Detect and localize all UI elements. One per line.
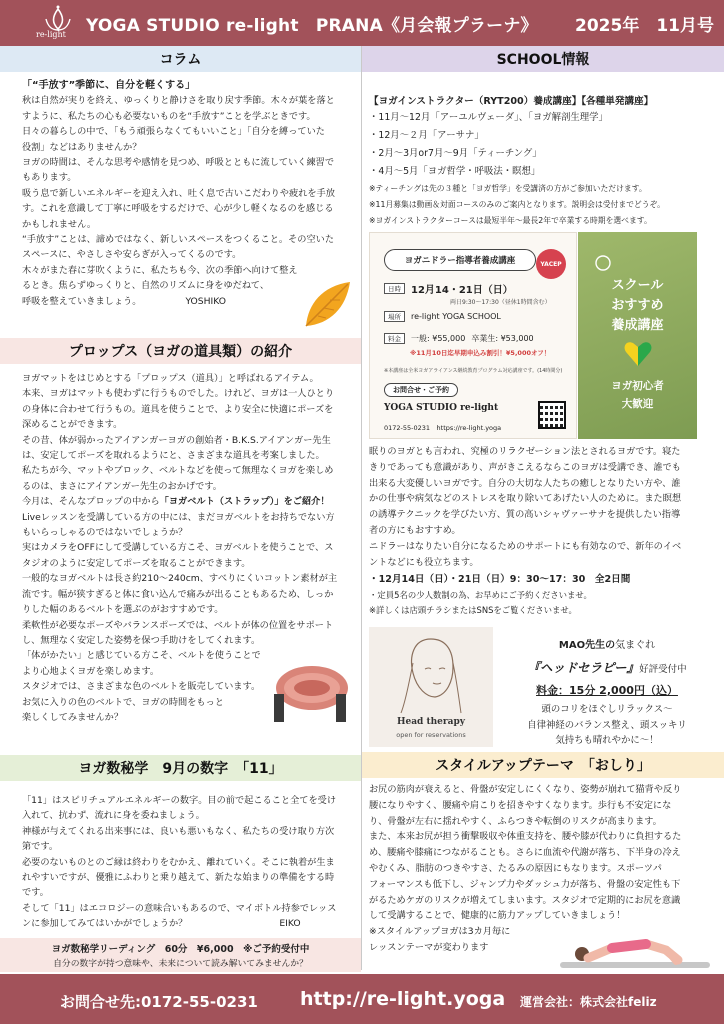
column-line-text: 呼吸を整えていきましょう。 xyxy=(22,295,142,307)
flyer-fee-label: 料金 xyxy=(384,333,405,344)
recommend-line-1: スクール xyxy=(611,278,664,293)
bridge-pose-icon xyxy=(560,918,710,970)
school-item: ・4月〜5月「ヨガ哲学・呼吸法・瞑想」 xyxy=(369,166,541,178)
flyer-place-row xyxy=(384,311,501,322)
column-heading: コラム xyxy=(0,46,361,72)
numerology-line: 必要のないものとのご縁は終わりをむかえ、離れていく。そこに執着が生ま xyxy=(22,856,335,868)
nidra-note: ※詳しくは店頭チラシまたはSNSをご覧くださいませ。 xyxy=(369,605,577,616)
nidra-line: の誘導テクニックを学びたい方、質の高いシャヴァーサナを提供したい指導 xyxy=(369,509,681,521)
props-line: 楽しくしてみませんか？ xyxy=(22,711,124,723)
head-therapy-lines xyxy=(496,702,718,749)
footer-company: 運営会社：株式会社feliz xyxy=(520,995,657,1009)
props-line: 実はカメラをOFFにして受講している方こそ、ヨガベルトを使うことで、ス xyxy=(22,542,334,554)
school-note: ※ヨガインストラクターコースは最短半年〜最長2年で卒業する時期を選べます。 xyxy=(369,216,652,226)
numerology-line xyxy=(22,916,358,931)
column-line: るとき。焦らずゆっくりと、自然のリズムに身をゆだねて、 xyxy=(22,280,270,292)
recommend-line-3: 養成講座 xyxy=(611,318,664,333)
props-line: は、安定してポーズを取れるようにと、さまざまな道具を考案しました。 xyxy=(22,450,325,462)
nidra-schedule: ・12月14日（日）・21日（日）9：30〜17：30 全2日間 xyxy=(369,574,631,586)
column-line: かもしれません。 xyxy=(22,218,97,230)
newsletter-title: YOGA STUDIO re-light PRANA《月会報プラーナ》 xyxy=(86,16,538,36)
head-therapy-name-row xyxy=(496,657,718,676)
props-line: りした幅のあるベルトを選ぶのがおすすめです。 xyxy=(22,604,224,616)
style-line: め、腰痛や膝痛につながることも。さらに血流や代謝が落ち、下半身の冷え xyxy=(369,847,681,859)
column-lead: 「“手放す”季節に、自分を軽くする」 xyxy=(22,80,196,91)
flyer-contact-label: お問合せ・ご予約 xyxy=(384,383,458,397)
head-therapy-accept: 好評受付中 xyxy=(639,664,687,675)
column-line: もあります。 xyxy=(22,172,77,184)
recommend-line-2: おすすめ xyxy=(611,298,664,313)
column-line: すように、私たちの心も必要ないものを“手放す”ことを学ぶときです。 xyxy=(22,110,316,122)
woman-face-icon xyxy=(399,633,463,715)
flyer-fee-graduate: 卒業生: ¥53,000 xyxy=(471,334,534,343)
props-line: 柔軟性が必要なポーズやバランスポーズでは、ベルトが体の位置をサポート xyxy=(22,619,334,631)
props-line: し、無理なく安定した姿勢を保つ手助けをしてくれます。 xyxy=(22,634,261,646)
qr-code-icon[interactable] xyxy=(538,401,566,429)
numerology-line: 第です。 xyxy=(22,841,59,853)
numerology-heading: ヨガ数秘学 9月の数字 「11」 xyxy=(0,755,361,781)
numerology-line-text: ンに参加してみてはいかがでしょうか？ xyxy=(22,918,188,930)
head-therapy-line: 自律神経のバランス整え、頭スッキリ xyxy=(527,719,687,731)
flyer-note: ※本講座は全米ヨガアライアンス継続教育プログラム対応講座です。(14時間分) xyxy=(384,368,563,374)
flyer-date: 12月14・21日（日） xyxy=(411,285,513,296)
flyer-studio-name: YOGA STUDIO re-light xyxy=(384,403,499,413)
column-line: 秋は自然が実りを終え、ゆっくりと静けさを取り戻す季節。木々が葉を落と xyxy=(22,95,335,107)
props-line: より心地よくヨガを楽しめます。 xyxy=(22,665,160,677)
props-feature-prefix: 今月は、そんなプロップの中から xyxy=(22,496,160,508)
column-line: スペースに、やさしさや安らぎが入ってくるのです。 xyxy=(22,249,242,261)
flyer-place-label: 場所 xyxy=(384,311,405,322)
numerology-line: 神様が与えてくれる出来事には、良いも悪いもなく、私たちの受け取り方次 xyxy=(22,825,335,837)
props-line: スタジオでは、さまざまな色のベルトを販売しています。 xyxy=(22,681,261,693)
head-therapy-price: 料金：15分 2,000円（込） xyxy=(536,684,678,697)
head-therapy-subcaption: open for reservations xyxy=(396,731,466,739)
style-line: フォーマンスも低下し、ジャンプ力やダッシュ力が落ち、骨盤の安定性も下 xyxy=(369,878,681,890)
nidra-line: 者の方にもおすすめ。 xyxy=(369,524,461,536)
school-heading: SCHOOL情報 xyxy=(362,46,724,72)
head-therapy-image xyxy=(369,627,493,747)
column-line: す。これを意識して丁寧に呼吸をするだけで、心が少し軽くなるのを感じる xyxy=(22,203,334,215)
flyer-tel-url: 0172-55-0231 https://re-light.yoga xyxy=(384,424,502,432)
flyer-date-label: 日時 xyxy=(384,283,405,294)
column-divider xyxy=(361,46,362,970)
head-therapy-info xyxy=(496,636,718,749)
recommend-line-5: 大歓迎 xyxy=(621,398,654,410)
school-title: 【ヨガインストラクター（RYT200）養成講座】【各種単発講座】 xyxy=(369,96,654,107)
flyer-title: ヨガニドラー指導者養成講座 xyxy=(384,249,536,271)
props-feature-line xyxy=(22,494,358,509)
flyer-time: 両日9:30〜17:30（昼休1時間含む） xyxy=(450,299,551,306)
nidra-note: ・定員5名の少人数制の為、お早めにご予約くださいませ。 xyxy=(369,590,592,601)
footer-url[interactable]: http://re-light.yoga xyxy=(300,988,506,1010)
props-line: 「体がかたい」と感じている方こそ、ベルトを使うことで xyxy=(22,650,261,662)
yoga-belt-icon xyxy=(266,654,356,726)
numerology-author: EIKO xyxy=(279,918,301,930)
numerology-line: です。 xyxy=(22,887,49,899)
school-item: ・2月〜3月or7月〜9月「ティーチング」 xyxy=(369,148,542,160)
column-line: 日々の暮らしの中で、「もう頑張らなくてもいいこと」「自分を縛っていた xyxy=(22,126,325,138)
footer-tel[interactable]: お問合せ先:0172-55-0231 xyxy=(60,993,258,1011)
props-line: 私たちが今、マットやブロック、ベルトなどを使って無理なくヨガを楽しめ xyxy=(22,465,334,477)
flyer-date-row xyxy=(384,281,513,296)
nidra-description xyxy=(369,444,719,618)
flyer-place: re-light YOGA SCHOOL xyxy=(411,312,501,321)
props-line: お気に入りの色のベルトで、ヨガの時間をもっと xyxy=(22,696,224,708)
props-line: の身体に合わせて行うもの。道具を使うことで、より安全に快適にポーズを xyxy=(22,403,334,415)
style-line: 腰になりやすく、腰痛や肩こりを招きやすくなります。歩行も不安定にな xyxy=(369,799,672,811)
school-info xyxy=(369,94,719,229)
props-feature-bold: 「ヨガベルト（ストラップ）」をご紹介！ xyxy=(159,496,330,508)
style-line: ※スタイルアップヨガは3カ月毎に xyxy=(369,926,511,938)
numerology-reading-box xyxy=(0,938,361,972)
style-line: り、骨盤が左右に揺れやすく、ふらつきや転倒のリスクが高まります。 xyxy=(369,815,662,827)
school-note: ※11月募集は動画＆対面コースのみのご案内となります。説明会は受付までどうぞ。 xyxy=(369,200,665,210)
nidra-line: 眠りのヨガとも言われ、究極のリラクゼーション法とされるヨガです。寝た xyxy=(369,446,681,457)
props-line: 深めることができます。 xyxy=(22,419,123,431)
logo-text: re-light xyxy=(36,30,66,39)
column-author: YOSHIKO xyxy=(185,295,226,307)
column-line: 吸う息で新しいエネルギーを迎え入れ、吐く息で古いこだわりや疲れを手放 xyxy=(22,187,335,199)
column-line: 役割」などはありませんか？ xyxy=(22,141,142,153)
props-line: 流です。幅が狭すぎると体に食い込んで痛みが出ることもあるため、しっか xyxy=(22,588,334,600)
flyer-fee-general: 一般: ¥55,000 xyxy=(411,334,466,343)
page-header xyxy=(0,0,724,46)
page-footer xyxy=(0,974,724,1024)
style-line: して受講することで、健康的に筋力アップしていきましょう！ xyxy=(369,910,626,922)
autumn-leaf-icon xyxy=(300,278,354,330)
props-line: タジオのように安定してポーズを取ることができます。 xyxy=(22,557,251,569)
style-line: また、本来お尻が担う衝撃吸収や体重支持を、腰や膝が代わりに負担するた xyxy=(369,831,682,843)
props-line: 一般的なヨガベルトは長さ約210〜240cm、すべりにくいコットン素材が主 xyxy=(22,573,338,585)
style-line: お尻の筋肉が衰えると、骨盤が安定しにくくなり、姿勢が崩れて猫背や反り xyxy=(369,784,682,795)
column-line: “手放す”ことは、諦めではなく、新しいスペースをつくること。その空いた xyxy=(22,234,335,246)
numerology-line: 「11」はスピリチュアルエネルギーの数字。目の前で起こること全てを受け xyxy=(22,795,337,806)
nidra-line: ントなどにも役立ちます。 xyxy=(369,556,479,568)
style-heading: スタイルアップテーマ 「おしり」 xyxy=(362,752,724,778)
numerology-reading-title: ヨガ数秘学リーディング 60分 ¥6,000 ※ご予約受付中 xyxy=(51,944,310,955)
beginner-mark-icon xyxy=(623,340,653,368)
head-therapy-caption: Head therapy xyxy=(396,717,465,727)
recommend-card xyxy=(578,232,697,439)
nidra-line: ニドラーはなりたい自分になるためのサポートにも有効なので、新年のイベ xyxy=(369,540,682,552)
column-body xyxy=(22,78,358,309)
head-teacher: MAO先生の xyxy=(558,640,616,651)
nidra-line: 出来る大変優しいヨガです。自分の大切な人たちの癒しとなりたい方や、誰 xyxy=(369,477,681,489)
props-line: Liveレッスンを受講している方の中には、まだヨガベルトをお持ちでない方 xyxy=(22,511,335,523)
nidra-course-flyer xyxy=(369,232,577,439)
style-line: がるためケガのリスクが増えてしまいます。スタジオで定期的にお尻を意識 xyxy=(369,894,681,906)
style-line: レッスンテーマが変わります xyxy=(369,941,489,953)
column-line: 木々がまた春に芽吹くように、私たちも今、次の季節へ向けて整え xyxy=(22,264,298,276)
recommend-line-4: ヨガ初心者 xyxy=(611,380,664,392)
numerology-line: 入れて、抗わず、流れに身を委ねましょう。 xyxy=(22,810,205,822)
numerology-line: れやすいですが、優雅にふわりと乗り越えて、新たな始まりの準備をする時 xyxy=(22,872,335,884)
column-line: ヨガの時間は、そんな思考や感情を見つめ、呼吸とともに流していく練習で xyxy=(22,157,335,169)
head-therapy-line: 気持ちも晴れやかに〜！ xyxy=(555,735,659,746)
school-item: ・12月〜２月「アーサナ」 xyxy=(369,130,484,142)
props-line: その昔、体が弱かったアイアンガーヨガの創始者・B.K.S.アイアンガー先生 xyxy=(22,434,331,446)
props-line: もいらっしゃるのではないでしょうか？ xyxy=(22,527,188,539)
nidra-line: かの仕事や病気などのストレスを取り除いてあげたい人のために。また瞑想 xyxy=(369,493,682,505)
flyer-early-discount: ※11月10日迄早期申込み割引！¥5,000オフ！ xyxy=(410,349,551,357)
head-therapy-line: 頭のコリをほぐしリラックス〜 xyxy=(541,704,673,715)
school-item: ・11月〜12月「アーユルヴェーダ」、「ヨガ解剖生理学」 xyxy=(369,112,608,124)
yacep-badge: YACEP xyxy=(536,249,566,279)
flyer-fee-row xyxy=(384,333,534,344)
school-note: ※ティーチングは先の３種と「ヨガ哲学」を受講済の方がご参加いただけます。 xyxy=(369,184,647,194)
numerology-body xyxy=(22,793,358,932)
head-whim: 気まぐれ xyxy=(615,640,656,651)
numerology-line: そして「11」はエコロジーの意味合いもあるので、マイボトル持参でレッス xyxy=(22,902,337,914)
sparkle-icon xyxy=(594,254,612,272)
head-therapy-name: 『ヘッドセラピー』 xyxy=(527,660,640,675)
numerology-reading-sub: 自分の数字が持つ意味や、未来について読み解いてみませんか？ xyxy=(53,959,308,969)
head-therapy-title xyxy=(496,636,718,651)
props-heading: プロップス（ヨガの道具類）の紹介 xyxy=(0,338,361,364)
props-line: るのは、まさにアイアンガー先生のおかげです。 xyxy=(22,480,222,492)
nidra-line: きりであっても意識があり、声がきこえるならこのヨガは受講でき、誰でも xyxy=(369,461,681,473)
issue-date: 2025年 11月号 xyxy=(575,16,714,36)
style-line: やむくみ、脂肪のつきやすさ、たるみの原因にもなります。スポーツパ xyxy=(369,862,662,874)
props-line: ヨガマットをはじめとする「プロップス（道具）」と呼ばれるアイテム。 xyxy=(22,373,319,384)
props-line: 本来、ヨガはマットも使わずに行うものでした。けれど、ヨガは一人ひとり xyxy=(22,388,335,400)
